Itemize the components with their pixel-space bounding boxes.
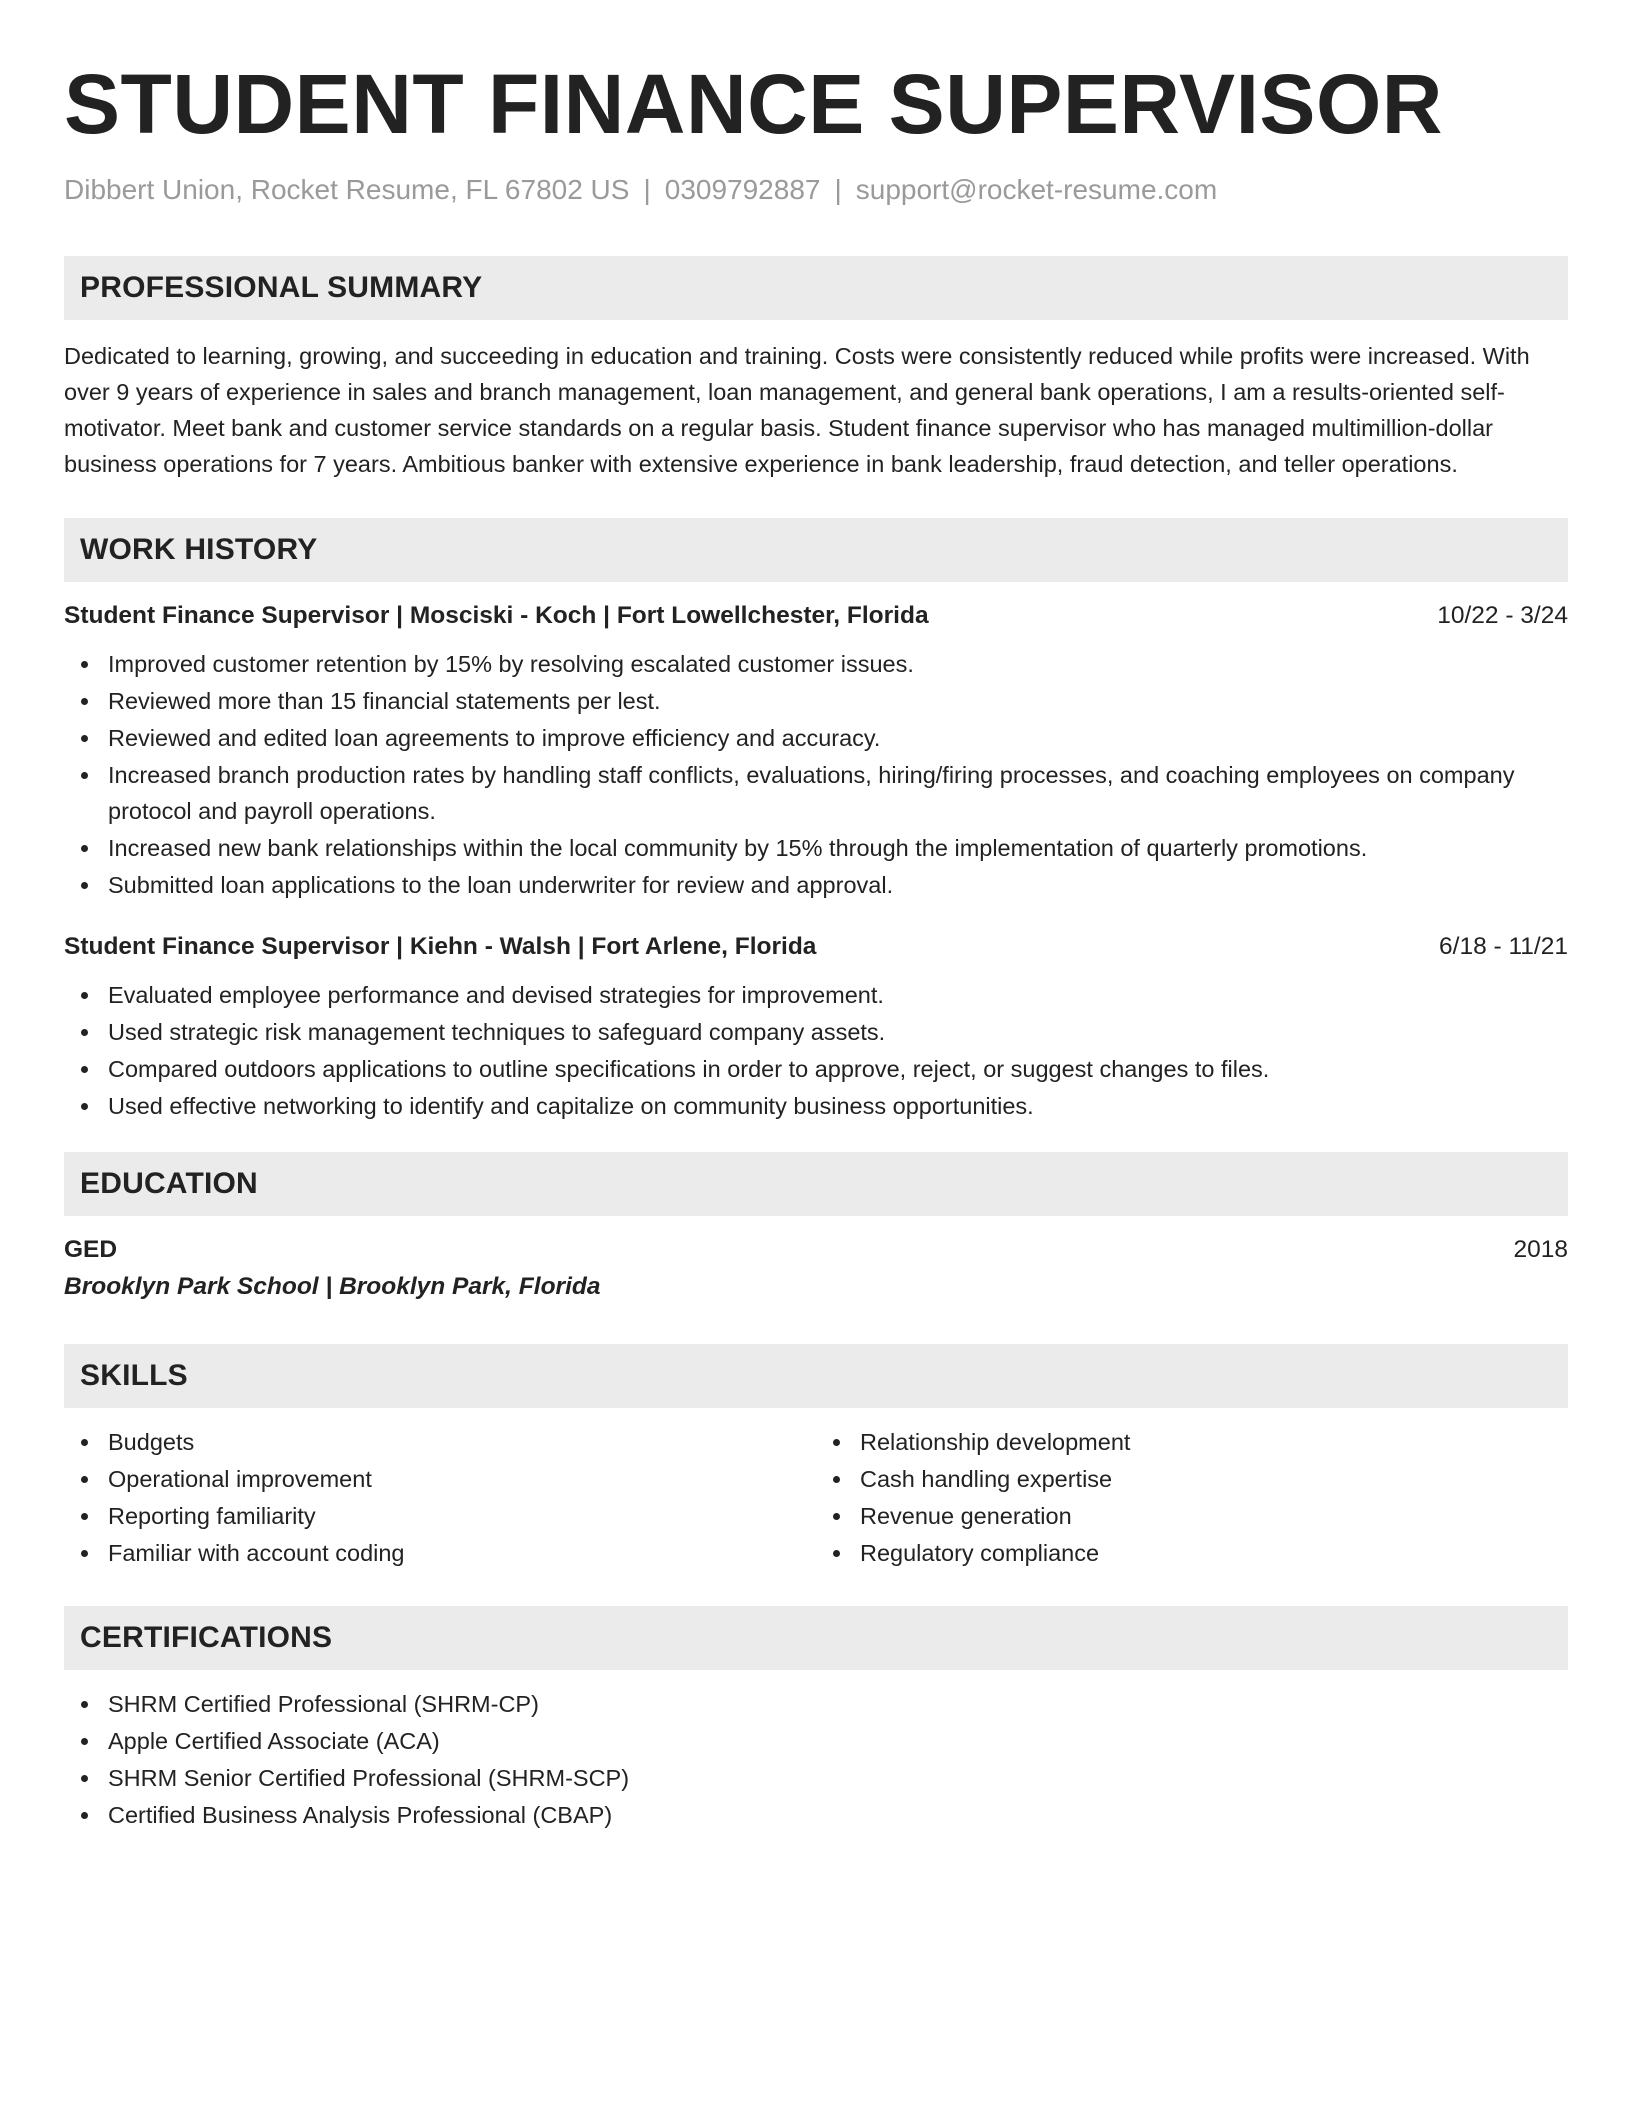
summary-section-header: [64, 256, 1568, 320]
job-bullets: [64, 646, 1568, 903]
skills-grid: [64, 1424, 1568, 1572]
job-bullet: Used effective networking to identify and capitalize on community business opportunities.: [64, 1088, 1568, 1124]
contact-phone: 0309792887: [664, 174, 821, 205]
job-bullet: Increased branch production rates by handling staff conflicts, evaluations, hiring/firing processes, and coaching employees on company protocol and payroll operations.: [64, 757, 1568, 829]
skill-item: Revenue generation: [816, 1498, 1568, 1534]
certifications-heading: CERTIFICATIONS: [80, 1621, 333, 1654]
certification-item: SHRM Certified Professional (SHRM-CP): [64, 1686, 1568, 1722]
skill-item: Operational improvement: [64, 1461, 816, 1497]
skill-item: Reporting familiarity: [64, 1498, 816, 1534]
job-bullets: [64, 977, 1568, 1124]
job-entry: [64, 598, 1568, 903]
job-bullet: Improved customer retention by 15% by resolving escalated customer issues.: [64, 646, 1568, 682]
job-bullet: Used strategic risk management techniques to safeguard company assets.: [64, 1014, 1568, 1050]
job-entry: [64, 929, 1568, 1124]
certification-item: Certified Business Analysis Professional (CBAP): [64, 1797, 1568, 1833]
education-entry: [64, 1232, 1568, 1306]
contact-line: [64, 176, 1568, 204]
certification-item: SHRM Senior Certified Professional (SHRM-SCP): [64, 1760, 1568, 1796]
contact-email: support@rocket-resume.com: [855, 174, 1218, 205]
job-bullet: Reviewed and edited loan agreements to improve efficiency and accuracy.: [64, 720, 1568, 756]
contact-address: Dibbert Union, Rocket Resume, FL 67802 US: [64, 174, 630, 205]
job-title: Student Finance Supervisor | Mosciski - Koch | Fort Lowellchester, Florida: [64, 602, 929, 629]
job-dates: 6/18 - 11/21: [1439, 933, 1568, 960]
skills-left-column: [64, 1424, 816, 1572]
job-bullet: Compared outdoors applications to outline specifications in order to approve, reject, or suggest changes to files.: [64, 1051, 1568, 1087]
contact-separator: |: [643, 174, 651, 205]
job-title: Student Finance Supervisor | Kiehn - Walsh | Fort Arlene, Florida: [64, 933, 817, 960]
candidate-name: STUDENT FINANCE SUPERVISOR: [64, 57, 1443, 151]
summary-heading: PROFESSIONAL SUMMARY: [80, 271, 483, 304]
education-school: Brooklyn Park School | Brooklyn Park, Florida: [64, 1273, 601, 1300]
certifications-section-header: [64, 1606, 1568, 1670]
skills-section-header: [64, 1344, 1568, 1408]
job-dates: 10/22 - 3/24: [1437, 602, 1568, 629]
certifications-list: [64, 1686, 1568, 1833]
job-bullet: Reviewed more than 15 financial statements per lest.: [64, 683, 1568, 719]
education-section-header: [64, 1152, 1568, 1216]
certification-item: Apple Certified Associate (ACA): [64, 1723, 1568, 1759]
education-degree: GED: [64, 1236, 118, 1263]
summary-text: Dedicated to learning, growing, and succeeding in education and training. Costs were consistently reduced while profits were increased. With over 9 years of experience in sales and branch management, loan management, and general bank operations, I am a results-oriented self-motivator. Meet bank and customer service standards on a regular basis. Student finance supervisor who has managed multimillion-dollar business operations for 7 years. Ambitious banker with extensive experience in bank leadership, fraud detection, and teller operations.: [64, 343, 1530, 477]
education-year: 2018: [1513, 1236, 1568, 1263]
job-bullet: Evaluated employee performance and devised strategies for improvement.: [64, 977, 1568, 1013]
contact-separator: |: [834, 174, 842, 205]
education-heading: EDUCATION: [80, 1167, 258, 1200]
work-heading: WORK HISTORY: [80, 533, 318, 566]
skill-item: Cash handling expertise: [816, 1461, 1568, 1497]
skill-item: Relationship development: [816, 1424, 1568, 1460]
job-bullet: Submitted loan applications to the loan underwriter for review and approval.: [64, 867, 1568, 903]
skill-item: Budgets: [64, 1424, 816, 1460]
education-header: [64, 1232, 1568, 1268]
work-section-header: [64, 518, 1568, 582]
skills-right-column: [816, 1424, 1568, 1572]
job-bullet: Increased new bank relationships within the local community by 15% through the implementation of quarterly promotions.: [64, 830, 1568, 866]
skills-heading: SKILLS: [80, 1359, 188, 1392]
skill-item: Regulatory compliance: [816, 1535, 1568, 1571]
job-header: [64, 598, 1568, 634]
skill-item: Familiar with account coding: [64, 1535, 816, 1571]
job-header: [64, 929, 1568, 965]
